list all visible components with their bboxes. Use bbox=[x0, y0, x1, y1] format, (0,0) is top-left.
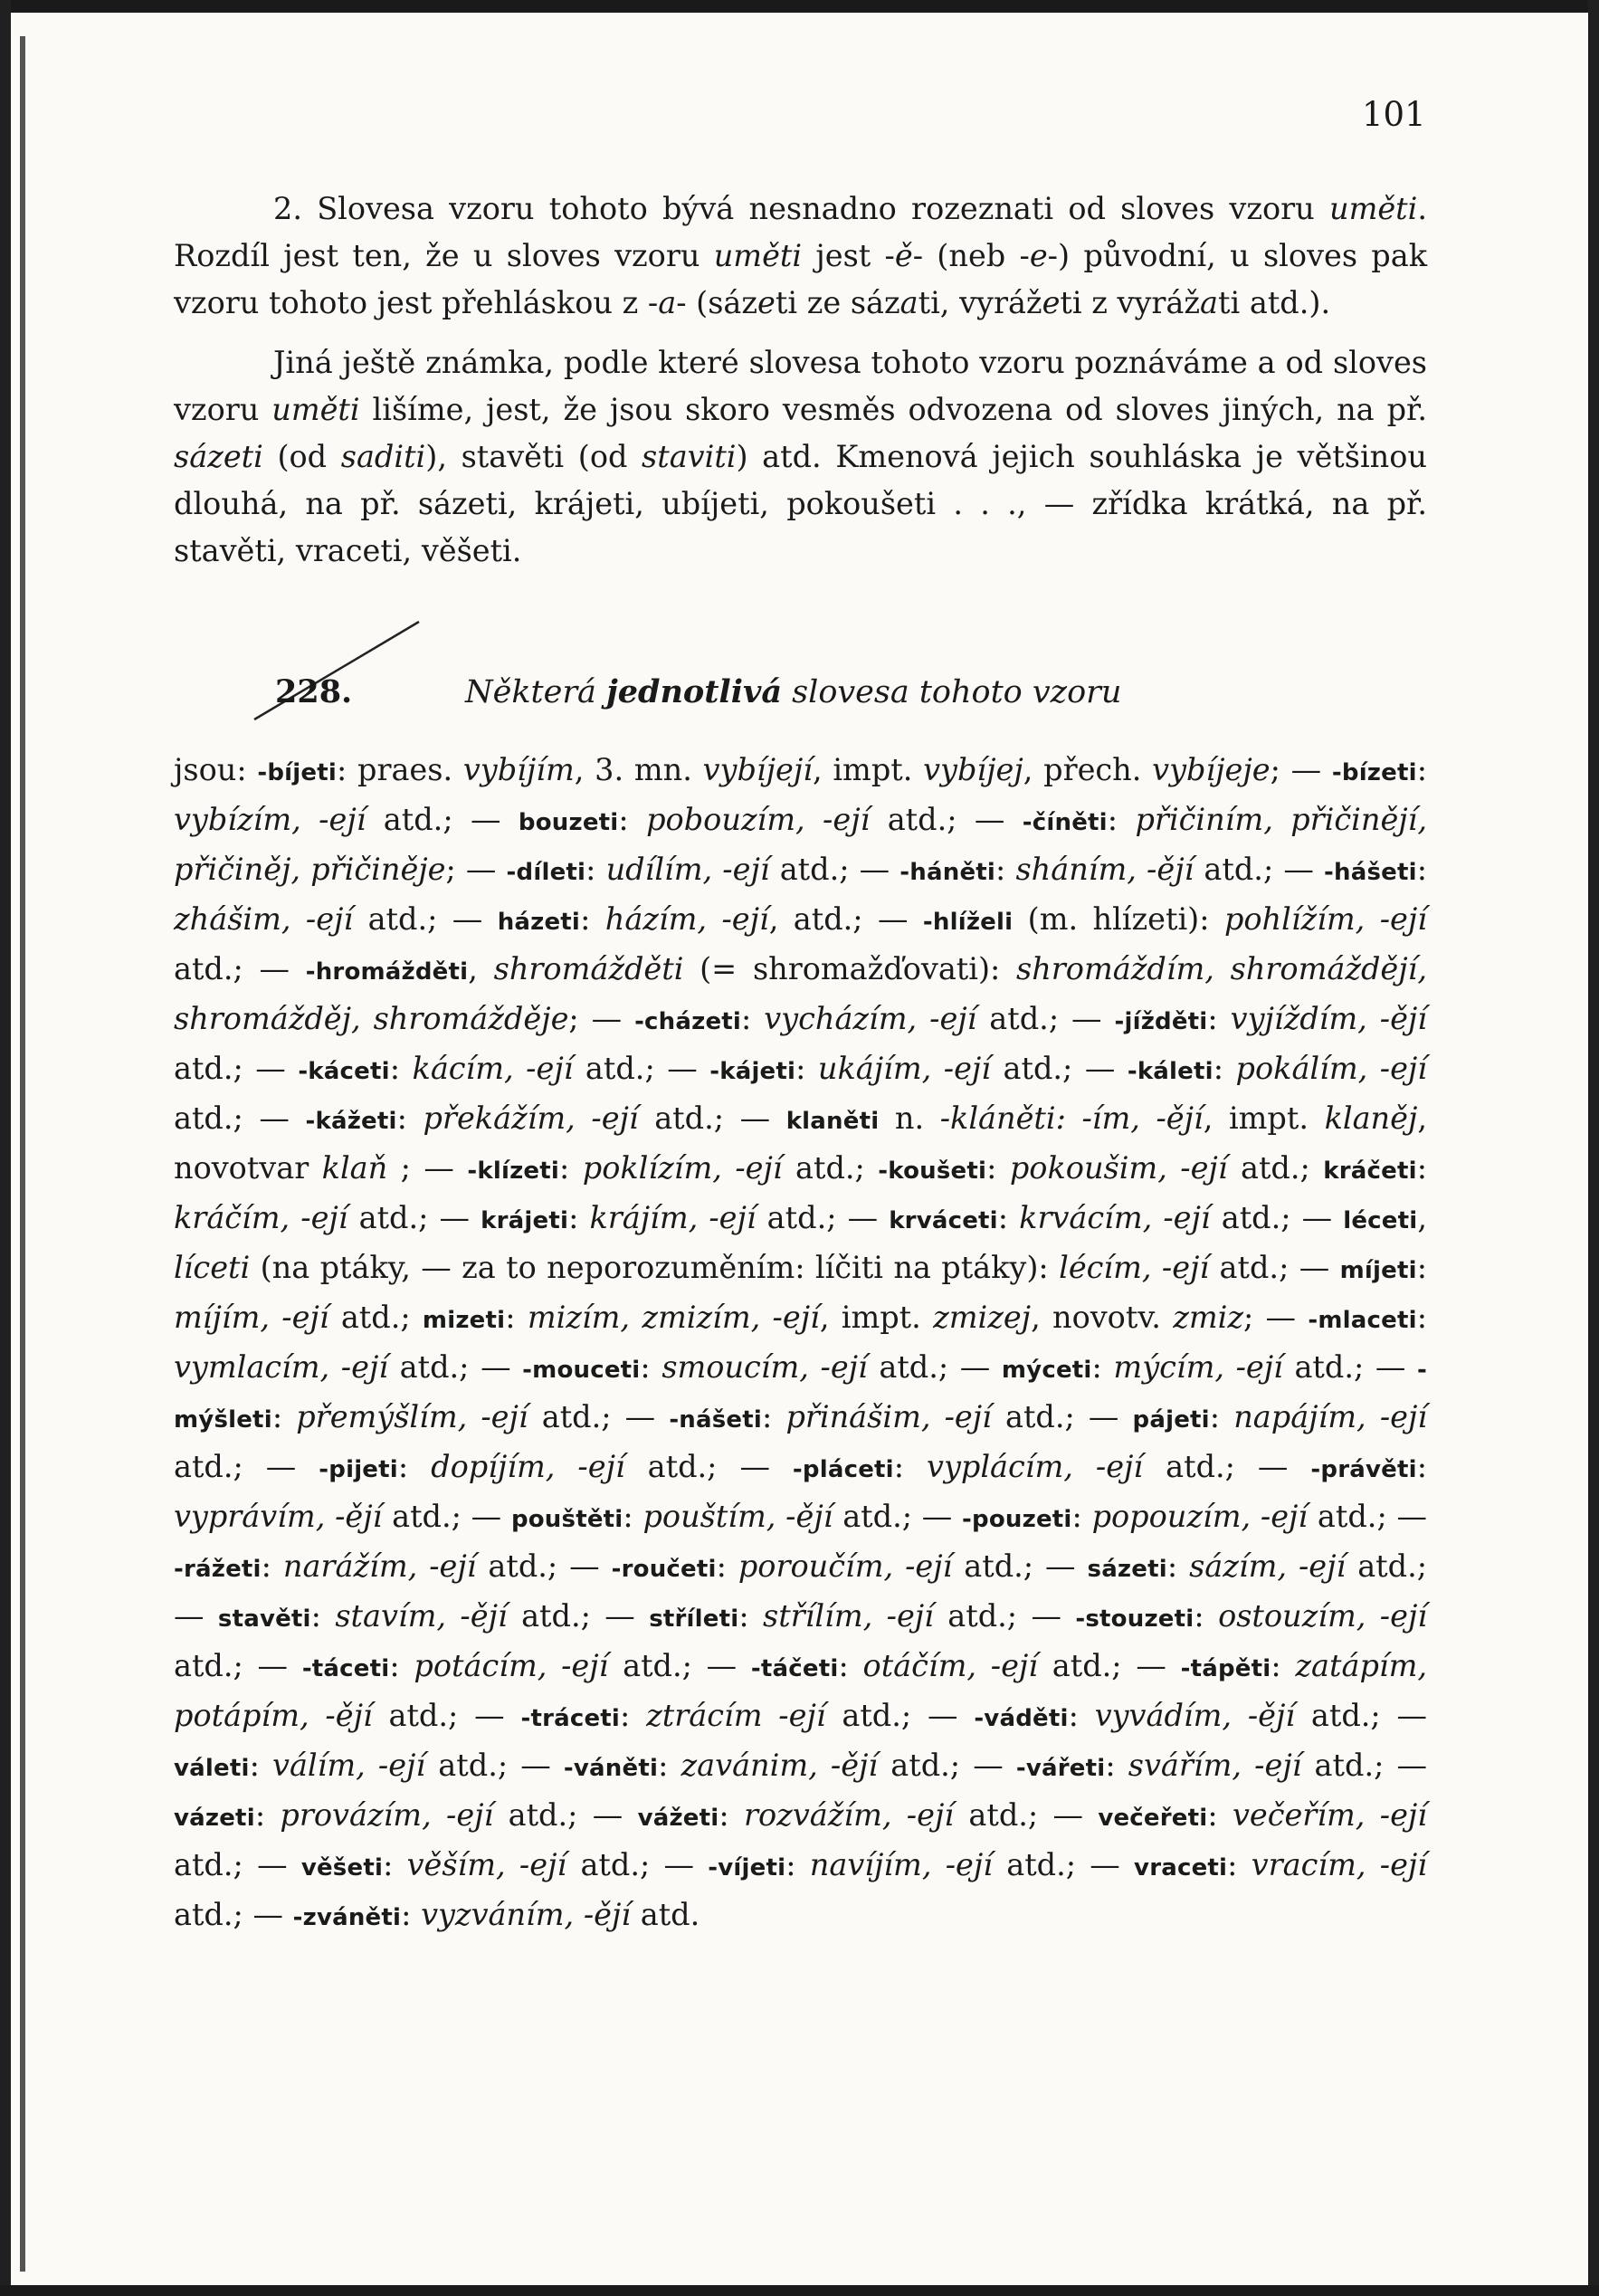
italic-form: pokálím, -ejí bbox=[1235, 1051, 1427, 1086]
text-run: : bbox=[383, 1847, 407, 1882]
text-run: ), stavěti (od bbox=[425, 439, 642, 474]
headword: -zváněti bbox=[292, 1904, 402, 1931]
italic-form: e bbox=[1042, 285, 1061, 320]
text-run: atd.; — bbox=[425, 1748, 564, 1783]
text-run: atd.; — bbox=[1209, 1250, 1340, 1285]
text-run: atd.; — bbox=[991, 1399, 1133, 1434]
headword: váleti bbox=[174, 1755, 250, 1782]
text-run: - (neb - bbox=[912, 238, 1030, 273]
italic-form: navíjím, -ejí bbox=[809, 1847, 993, 1882]
text-run: atd.; — bbox=[528, 1399, 670, 1434]
text-run: : bbox=[623, 1499, 643, 1534]
text-run: : bbox=[620, 1698, 647, 1733]
italic-form: poroučím, -ejí bbox=[738, 1548, 953, 1584]
headword: bouzeti bbox=[518, 809, 619, 836]
italic-form: vracím, -ejí bbox=[1251, 1847, 1428, 1882]
text-run: ti z vyráž bbox=[1060, 285, 1201, 320]
headword: -nášeti bbox=[669, 1406, 763, 1434]
italic-form: mýcím, -ejí bbox=[1113, 1349, 1283, 1385]
section-title-post: slovesa tohoto vzoru bbox=[782, 674, 1122, 710]
italic-form: mizím, zmizím, -ejí bbox=[527, 1300, 820, 1335]
headword: věšeti bbox=[300, 1854, 384, 1882]
italic-form: zhášim, -ejí bbox=[174, 901, 354, 937]
italic-form: líceti bbox=[174, 1250, 251, 1285]
text-run: atd.; — bbox=[476, 1548, 612, 1584]
text-run: : bbox=[568, 1200, 590, 1235]
text-run: : bbox=[1213, 1051, 1236, 1086]
italic-form: vybíjejí bbox=[702, 752, 813, 787]
italic-form: sázeti bbox=[174, 439, 263, 474]
italic-form: pohlížím, -ejí bbox=[1223, 901, 1427, 937]
text-run: Jiná ještě známka, podle které slovesa tohoto vzoru poznáváme a od sloves vzoru bbox=[174, 345, 1427, 427]
text-run: : bbox=[719, 1797, 744, 1833]
headword: léceti bbox=[1343, 1207, 1418, 1234]
headword: -číněti bbox=[1022, 809, 1108, 836]
section-number: 228. bbox=[275, 673, 353, 710]
text-run: ; — bbox=[445, 852, 507, 887]
page-content bbox=[174, 186, 1427, 1941]
text-run: atd.; — bbox=[1194, 852, 1325, 887]
italic-form: uměti bbox=[713, 238, 803, 273]
headword: -bízeti bbox=[1331, 759, 1417, 786]
italic-form: klaněj bbox=[1324, 1100, 1418, 1136]
text-run: : bbox=[310, 1598, 336, 1634]
text-run: atd.; — bbox=[573, 1051, 710, 1086]
headword: -kážeti bbox=[305, 1108, 397, 1135]
text-run: atd.; — bbox=[954, 1797, 1099, 1833]
italic-form: pokoušim, -ejí bbox=[1009, 1150, 1228, 1186]
italic-form: potácím, -ejí bbox=[414, 1648, 609, 1683]
italic-form: stavím, -ějí bbox=[335, 1598, 508, 1634]
headword: -díleti bbox=[506, 859, 586, 886]
text-run: atd.; — bbox=[833, 1499, 963, 1534]
italic-form: střílím, -ejí bbox=[763, 1598, 934, 1634]
text-run: : bbox=[893, 1449, 928, 1484]
headword: -váněti bbox=[563, 1755, 659, 1782]
text-run: : bbox=[1227, 1847, 1252, 1882]
text-run: : bbox=[396, 1100, 424, 1136]
italic-form: poklízím, -ejí bbox=[582, 1150, 783, 1186]
headword: -bíjeti bbox=[257, 759, 337, 786]
headword: -kájeti bbox=[709, 1058, 796, 1085]
headword: -váděti bbox=[974, 1705, 1069, 1732]
text-run: atd.; — bbox=[952, 1548, 1088, 1584]
italic-form: sháním, -ějí bbox=[1015, 852, 1194, 887]
headword: -káleti bbox=[1127, 1058, 1214, 1085]
text-run: atd.; bbox=[328, 1300, 423, 1335]
text-run: atd.; — bbox=[174, 1847, 301, 1882]
text-run: : bbox=[1209, 1399, 1234, 1434]
scan-border-right bbox=[1588, 0, 1599, 2296]
headword: -tráceti bbox=[520, 1705, 621, 1732]
italic-form: házím, -ejí bbox=[604, 901, 769, 937]
text-run: : bbox=[1105, 1748, 1128, 1783]
italic-form: vyvádím, -ějí bbox=[1094, 1698, 1296, 1733]
text-run: : bbox=[1271, 1648, 1296, 1683]
text-run: atd.; — bbox=[1282, 1349, 1417, 1385]
text-run: lišíme, jest, že jsou skoro vesměs odvozena od sloves jiných, na př. bbox=[359, 392, 1428, 427]
text-run: : bbox=[995, 852, 1016, 887]
text-run: , novotvar bbox=[174, 1100, 1427, 1186]
italic-form: válím, -ejí bbox=[272, 1748, 426, 1783]
italic-form: svářím, -ejí bbox=[1128, 1748, 1302, 1783]
italic-form: udílím, -ejí bbox=[605, 852, 770, 887]
italic-form: vybíjeje bbox=[1152, 752, 1271, 787]
text-run: : bbox=[1416, 852, 1428, 887]
text-run: atd.; — bbox=[870, 802, 1023, 837]
text-run: : bbox=[762, 1399, 786, 1434]
headword: -táceti bbox=[301, 1655, 390, 1682]
text-run: , atd.; — bbox=[768, 901, 923, 937]
text-run: , přech. bbox=[1023, 752, 1153, 787]
text-run: atd.; — bbox=[878, 1748, 1016, 1783]
text-run: ti ze sáz bbox=[775, 285, 900, 320]
italic-form: ukájím, -ejí bbox=[817, 1051, 992, 1086]
italic-form: a bbox=[658, 285, 677, 320]
text-run: atd.; — bbox=[1038, 1648, 1181, 1683]
headword: míjeti bbox=[1339, 1257, 1417, 1284]
headword: krváceti bbox=[889, 1207, 998, 1234]
text-run: : bbox=[401, 1897, 422, 1932]
headword: pouštěti bbox=[510, 1506, 623, 1533]
italic-form: vyjíždím, -ějí bbox=[1230, 1001, 1427, 1036]
text-run: atd.; — bbox=[507, 1598, 650, 1634]
headword: -mouceti bbox=[522, 1357, 641, 1384]
text-run: atd.; — bbox=[608, 1648, 751, 1683]
italic-form: přičiním, přičinějí, přičiněj, přičiněje bbox=[174, 802, 1428, 887]
text-run: : bbox=[397, 1449, 432, 1484]
headword: -vářeti bbox=[1015, 1755, 1106, 1782]
headword: -rážeti bbox=[174, 1556, 262, 1583]
text-run: : bbox=[254, 1797, 281, 1833]
text-run: atd.; — bbox=[933, 1598, 1076, 1634]
section-title-pre: Některá bbox=[465, 674, 607, 710]
text-run: atd.; — bbox=[992, 1847, 1135, 1882]
text-run: ; — bbox=[1242, 1300, 1309, 1335]
text-run: : bbox=[1207, 1001, 1231, 1036]
italic-form: uměti bbox=[1329, 191, 1418, 226]
text-run: atd.; bbox=[1227, 1150, 1324, 1186]
italic-form: zavánim, -ějí bbox=[681, 1748, 879, 1783]
text-run: : bbox=[785, 1847, 810, 1882]
text-run: , novotv. bbox=[1031, 1300, 1174, 1335]
text-run: : bbox=[986, 1150, 1010, 1186]
italic-form: e bbox=[757, 285, 776, 320]
headword: večeřeti bbox=[1098, 1805, 1208, 1832]
italic-form: pouštím, -ějí bbox=[642, 1499, 833, 1534]
text-run: ti, vyráž bbox=[918, 285, 1042, 320]
paragraph-1 bbox=[174, 186, 1427, 327]
text-run: : bbox=[1166, 1548, 1190, 1584]
text-run: atd.; — bbox=[388, 1349, 523, 1385]
text-run: : bbox=[741, 1001, 765, 1036]
text-run: : bbox=[261, 1548, 283, 1584]
text-run: atd.; — bbox=[867, 1349, 1002, 1385]
headword: stříleti bbox=[649, 1605, 739, 1633]
headword: -pijeti bbox=[319, 1456, 398, 1483]
italic-form: vyprávím, -ějí bbox=[174, 1499, 383, 1534]
text-run: : bbox=[997, 1200, 1020, 1235]
italic-form: sázím, -ejí bbox=[1189, 1548, 1347, 1584]
headword: -pouzeti bbox=[962, 1506, 1072, 1533]
text-run: , impt. bbox=[1203, 1100, 1325, 1136]
italic-form: shromážděti bbox=[493, 951, 684, 986]
headword: kráčeti bbox=[1323, 1158, 1417, 1185]
text-run: (od bbox=[262, 439, 341, 474]
headword: -hlíželi bbox=[922, 909, 1014, 936]
text-run: ; — bbox=[568, 1001, 635, 1036]
headword: vážeti bbox=[637, 1805, 719, 1832]
headword: -jížděti bbox=[1114, 1008, 1208, 1035]
text-run: n. bbox=[879, 1100, 940, 1136]
text-run: ) atd. Kmenová jejich souhláska je většinou dlouhá, na př. sázeti, krájeti, ubíjeti, pokoušeti . . ., — zřídka krátká, na př. stavěti, vraceti, věšeti. bbox=[174, 439, 1427, 568]
text-run: atd.; bbox=[782, 1150, 879, 1186]
text-run: atd. bbox=[631, 1897, 700, 1932]
italic-form: večeřím, -ejí bbox=[1232, 1797, 1428, 1833]
italic-form: napájím, -ejí bbox=[1233, 1399, 1428, 1434]
text-run: atd.; — bbox=[825, 1698, 975, 1733]
headword: krájeti bbox=[481, 1207, 569, 1234]
italic-form: otáčím, -ejí bbox=[862, 1648, 1039, 1683]
italic-form: ztrácím -ejí bbox=[646, 1698, 826, 1733]
text-run: : bbox=[1068, 1698, 1095, 1733]
text-run: -) původní, u sloves pak vzoru tohoto jest přehláskou z - bbox=[174, 238, 1428, 320]
text-run: atd.; — bbox=[624, 1449, 793, 1484]
headword: -háněti bbox=[899, 859, 996, 886]
italic-form: smoucím, -ejí bbox=[661, 1349, 868, 1385]
italic-form: rozvážím, -ejí bbox=[743, 1797, 955, 1833]
text-run: , impt. bbox=[819, 1300, 934, 1335]
italic-form: vyzváním, -ějí bbox=[421, 1897, 632, 1932]
headword: -koušeti bbox=[878, 1158, 987, 1185]
text-run: 2. Slovesa vzoru tohoto bývá nesnadno rozeznati od sloves vzoru bbox=[273, 191, 1329, 226]
text-run: : bbox=[389, 1648, 414, 1683]
text-run: : bbox=[249, 1748, 273, 1783]
text-run: atd.; — bbox=[366, 802, 519, 837]
italic-form: shromáždím, shromáždějí, shromážděj, shromážděje bbox=[174, 951, 1427, 1036]
text-run: atd.; — bbox=[1301, 1748, 1428, 1783]
italic-form: vycházím, -ejí bbox=[764, 1001, 977, 1036]
text-run: atd.; — bbox=[372, 1698, 521, 1733]
headword: -hromážděti bbox=[305, 958, 469, 986]
page-number: 101 bbox=[1362, 95, 1426, 134]
text-run: : bbox=[1194, 1598, 1219, 1634]
headword: -mlaceti bbox=[1308, 1307, 1417, 1334]
text-run: , bbox=[468, 951, 494, 986]
italic-form: pobouzím, -ejí bbox=[646, 802, 871, 837]
italic-form: zmiz bbox=[1173, 1300, 1243, 1335]
headword: pájeti bbox=[1132, 1406, 1210, 1434]
italic-form: e bbox=[1029, 238, 1048, 273]
text-run: atd.; — bbox=[174, 1100, 306, 1136]
text-run: (m. hlízeti): bbox=[1013, 901, 1224, 937]
italic-form: zatápím, potápím, -ějí bbox=[174, 1648, 1428, 1733]
headword: sázeti bbox=[1087, 1556, 1167, 1583]
text-run: atd.; — bbox=[1210, 1200, 1344, 1235]
text-run: ; — bbox=[1270, 752, 1332, 787]
text-run: . Rozdíl jest ten, že u sloves vzoru bbox=[174, 191, 1427, 273]
text-run: atd.; — bbox=[347, 1200, 481, 1235]
headword: vraceti bbox=[1134, 1854, 1228, 1882]
italic-form: a bbox=[899, 285, 918, 320]
italic-form: zmizej bbox=[933, 1300, 1032, 1335]
italic-form: lécím, -ejí bbox=[1059, 1250, 1210, 1285]
headword: -hášeti bbox=[1324, 859, 1417, 886]
verb-list bbox=[174, 747, 1427, 1941]
italic-form: kácím, -ejí bbox=[412, 1051, 574, 1086]
text-run: : bbox=[271, 1399, 297, 1434]
italic-form: překážím, -ejí bbox=[423, 1100, 639, 1136]
text-run: atd.; — bbox=[1308, 1499, 1427, 1534]
text-run: atd.; — bbox=[1295, 1698, 1428, 1733]
italic-form: ě bbox=[894, 238, 913, 273]
italic-form: vymlacím, -ejí bbox=[174, 1349, 389, 1385]
text-run: ; — bbox=[387, 1150, 468, 1186]
text-run: : bbox=[1071, 1499, 1092, 1534]
scan-border-bottom bbox=[0, 2285, 1599, 2296]
headword: -cházeti bbox=[634, 1008, 742, 1035]
scan-border-left bbox=[0, 0, 11, 2296]
headword: klaněti bbox=[785, 1108, 880, 1135]
text-run: jest - bbox=[802, 238, 895, 273]
text-run: jsou: bbox=[174, 752, 258, 787]
text-run: : bbox=[1416, 1250, 1428, 1285]
scan-border-top bbox=[0, 0, 1599, 13]
text-run: , impt. bbox=[812, 752, 924, 787]
text-run: atd.; — bbox=[353, 901, 498, 937]
text-run: atd.; — bbox=[566, 1847, 709, 1882]
text-run: : bbox=[389, 1051, 413, 1086]
text-run: atd.; — bbox=[174, 1449, 319, 1484]
text-run: atd.; — bbox=[493, 1797, 638, 1833]
text-run: atd.; — bbox=[174, 1897, 293, 1932]
text-run: : bbox=[580, 901, 605, 937]
italic-form: provázím, -ejí bbox=[280, 1797, 494, 1833]
headword: -víjeti bbox=[708, 1854, 786, 1882]
text-run: : bbox=[658, 1748, 681, 1783]
italic-form: vybíjej bbox=[923, 752, 1023, 787]
headword: -právěti bbox=[1310, 1456, 1417, 1483]
headword: mýceti bbox=[1001, 1357, 1092, 1384]
text-run: : bbox=[1416, 1449, 1427, 1484]
headword: -roučeti bbox=[611, 1556, 717, 1583]
text-run: : bbox=[618, 802, 647, 837]
italic-form: přinášim, -ejí bbox=[785, 1399, 992, 1434]
text-run: : bbox=[1107, 802, 1136, 837]
italic-form: vyplácím, -ejí bbox=[927, 1449, 1144, 1484]
italic-form: krájím, -ejí bbox=[589, 1200, 757, 1235]
italic-form: věším, -ejí bbox=[406, 1847, 567, 1882]
italic-form: dopíjím, -ejí bbox=[431, 1449, 625, 1484]
italic-form: ostouzím, -ejí bbox=[1218, 1598, 1428, 1634]
section-heading bbox=[174, 653, 1427, 734]
text-run: : bbox=[838, 1648, 863, 1683]
text-run: : bbox=[738, 1598, 764, 1634]
headword: -mýšleti bbox=[174, 1357, 1427, 1434]
text-run: : bbox=[1091, 1349, 1114, 1385]
headword: -pláceti bbox=[792, 1456, 894, 1483]
headword: mizeti bbox=[422, 1307, 506, 1334]
text-run: atd.; — bbox=[174, 1051, 299, 1086]
headword: -tápěti bbox=[1180, 1655, 1271, 1682]
headword: vázeti bbox=[174, 1805, 255, 1832]
text-run: : bbox=[505, 1300, 528, 1335]
text-run: atd.; — bbox=[174, 1648, 302, 1683]
text-run: atd.; — bbox=[638, 1100, 786, 1136]
text-run: atd.; — bbox=[1143, 1449, 1311, 1484]
text-run: (= shromažďovati): bbox=[683, 951, 1017, 986]
text-run: atd.; — bbox=[756, 1200, 890, 1235]
text-run: : bbox=[795, 1051, 818, 1086]
italic-form: vybízím, -ejí bbox=[174, 802, 366, 837]
text-run: : bbox=[1416, 1150, 1428, 1186]
text-run: , 3. mn. bbox=[574, 752, 703, 787]
scan-border-left-inner bbox=[20, 36, 25, 2272]
italic-form: přemýšlím, -ejí bbox=[296, 1399, 528, 1434]
paragraph-2 bbox=[174, 339, 1427, 575]
italic-form: popouzím, -ejí bbox=[1091, 1499, 1309, 1534]
italic-form: vybíjím bbox=[462, 752, 575, 787]
text-run: atd.; — bbox=[976, 1001, 1115, 1036]
italic-form: -kláněti: -ím, -ějí bbox=[939, 1100, 1204, 1136]
text-run: atd.; — bbox=[174, 951, 306, 986]
text-run: ti atd.). bbox=[1218, 285, 1331, 320]
text-run: : bbox=[640, 1349, 662, 1385]
section-title bbox=[465, 669, 1121, 716]
italic-form: klaň bbox=[321, 1150, 388, 1186]
italic-form: narážím, -ejí bbox=[282, 1548, 477, 1584]
text-run: : bbox=[1416, 752, 1428, 787]
text-run: : bbox=[1416, 1300, 1427, 1335]
headword: -káceti bbox=[298, 1058, 390, 1085]
headword: stavěti bbox=[217, 1605, 311, 1633]
text-run: , bbox=[1417, 1200, 1428, 1235]
headword: -stouzeti bbox=[1075, 1605, 1194, 1633]
text-run: atd.; — bbox=[991, 1051, 1128, 1086]
text-run: : praes. bbox=[336, 752, 463, 787]
text-run: : bbox=[559, 1150, 583, 1186]
italic-form: míjím, -ejí bbox=[174, 1300, 329, 1335]
section-title-bold: jednotlivá bbox=[606, 673, 783, 710]
headword: -táčeti bbox=[750, 1655, 839, 1682]
italic-form: uměti bbox=[271, 392, 360, 427]
text-run: atd.; — bbox=[174, 1548, 1428, 1634]
text-run: atd.; — bbox=[382, 1499, 511, 1534]
text-run: (na ptáky, — za to neporozuměním: líčiti na ptáky): bbox=[250, 1250, 1060, 1285]
text-run: : bbox=[585, 852, 606, 887]
headword: -klízeti bbox=[467, 1158, 559, 1185]
italic-form: krvácím, -ejí bbox=[1019, 1200, 1211, 1235]
italic-form: staviti bbox=[642, 439, 737, 474]
headword: házeti bbox=[497, 909, 581, 936]
italic-form: kráčím, -ejí bbox=[174, 1200, 348, 1235]
italic-form: saditi bbox=[340, 439, 426, 474]
italic-form: a bbox=[1200, 285, 1219, 320]
text-run: : bbox=[716, 1548, 738, 1584]
text-run: atd.; — bbox=[769, 852, 900, 887]
text-run: - (sáz bbox=[676, 285, 758, 320]
text-run: : bbox=[1207, 1797, 1233, 1833]
